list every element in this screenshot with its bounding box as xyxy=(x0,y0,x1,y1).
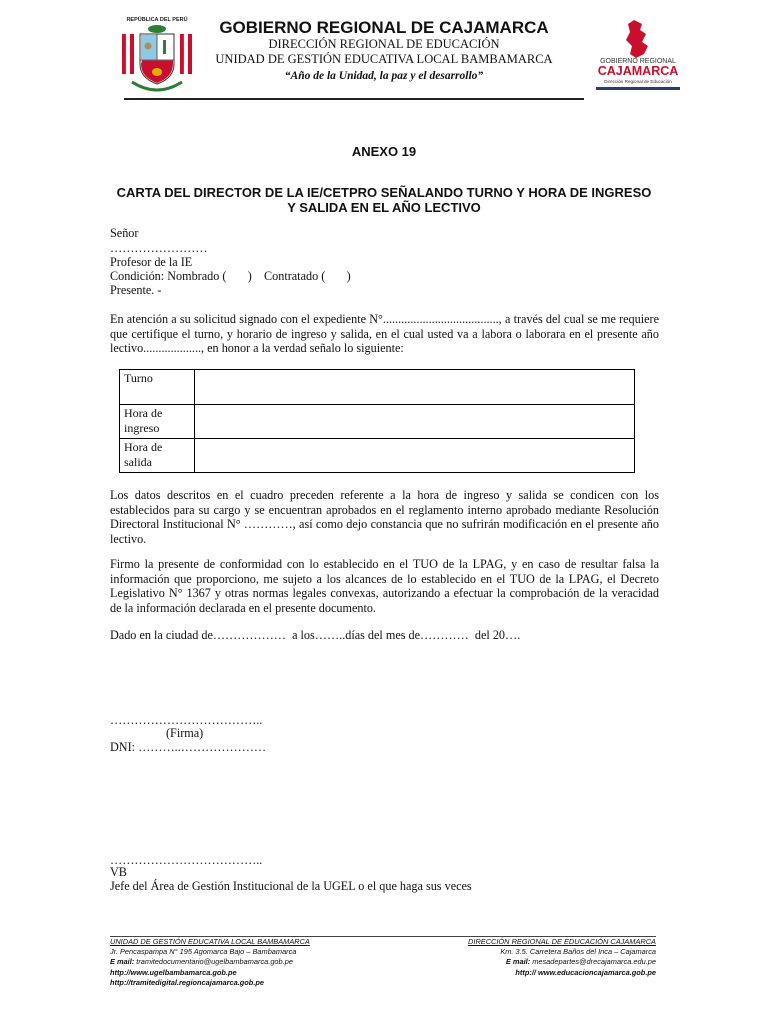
table-row-turno xyxy=(120,370,635,405)
document-title-line2: Y SALIDA EN EL AÑO LECTIVO xyxy=(287,200,481,215)
header-divider xyxy=(124,98,584,100)
footer-left-web1-link[interactable]: http://www.ugelbambamarca.gob.pe xyxy=(110,967,237,977)
footer-left-email-row xyxy=(110,957,380,967)
vb-role: Jefe del Área de Gestión Institucional de la UGEL o el que haga sus veces xyxy=(110,879,472,893)
logo-line3: Dirección Regional de Educación xyxy=(604,79,672,84)
schedule-table xyxy=(119,369,635,473)
table-row-hora-ingreso xyxy=(120,405,635,439)
footer-right-email-link[interactable]: mesadepartes@drecajamarca.edu.pe xyxy=(532,957,656,967)
table-value-cell xyxy=(195,370,635,405)
table-label: Hora de ingreso xyxy=(120,405,195,439)
table-label: Turno xyxy=(120,370,195,405)
gobierno-regional-cajamarca-logo xyxy=(590,16,686,92)
date-line: Dado en la ciudad de……………… a los……..días del mes de………… del 20…. xyxy=(110,628,521,642)
table-value-cell xyxy=(195,439,635,473)
logo-line2: CAJAMARCA xyxy=(597,64,679,78)
annex-title: ANEXO 19 xyxy=(351,144,417,159)
addressee-role: Profesor de la IE xyxy=(110,255,193,269)
vb-dots: ……………………………….. xyxy=(110,853,263,867)
footer-left-web2-link[interactable]: http://tramitedigital.regioncajamarca.gob.pe xyxy=(110,977,264,987)
table-label: Hora de salida xyxy=(120,439,195,473)
footer-left-title: UNIDAD DE GESTIÓN EDUCATIVA LOCAL BAMBAMARCA xyxy=(110,937,310,946)
logo-line1: GOBIERNO REGIONAL xyxy=(600,58,676,65)
svg-text:REPÚBLICA DEL PERÚ: REPÚBLICA DEL PERÚ xyxy=(126,17,188,23)
paragraph-data-statement: Los datos descritos en el cuadro preceden referente a la hora de ingreso y salida se condicen con los establecidos para su cargo y se encuentran aprobados en el reglamento interno aprobado mediante Resolución Directoral Institucional N° …………, así como dejo constancia que no sufrirán modificación en el presente año lectivo. xyxy=(110,488,659,546)
paragraph-request: En atención a su solicitud signado con el expediente N°......................................, a través del cual se me requiere que certifique el turno, y horario de ingreso y salida, en el cual usted va a labora o laborara en el presente año lectivo..................., en honor a la verdad señalo lo siguiente: xyxy=(110,312,659,356)
signature-dots: ……………………………….. xyxy=(110,713,263,727)
footer-right-email-label: E mail: xyxy=(505,957,531,967)
document-title-line1: CARTA DEL DIRECTOR DE LA IE/CETPRO SEÑALANDO TURNO Y HORA DE INGRESO xyxy=(116,185,652,200)
paragraph-declaration: Firmo la presente de conformidad con lo establecido en el TUO de la LPAG, y en caso de resultar falsa la información que proporciono, me sujeto a los alcances de lo establecido en el TUO de la LPAG, el Decreto Legislativo N° 1367 y otras normas legales convexas, autorizando a efectuar la comprobación de la veracidad de la información declarada en el presente documento. xyxy=(110,557,659,615)
footer-right-email-row xyxy=(386,957,656,967)
signature-label: (Firma) xyxy=(166,726,204,740)
footer-left-address: Jr. Pencaspampa N° 195 Agomarca Bajo – Bambamarca xyxy=(110,947,297,957)
footer-right-title: DIRECCIÓN REGIONAL DE EDUCACIÓN CAJAMARCA xyxy=(468,937,656,946)
addressee-present: Presente. - xyxy=(110,283,162,297)
addressee-dots: …………………… xyxy=(110,241,208,255)
table-row-hora-salida xyxy=(120,439,635,473)
vb-label: VB xyxy=(110,865,127,879)
footer-left-email-label: E mail: xyxy=(110,957,135,967)
footer-right-address: Km. 3.5. Carretera Baños del Inca – Cajamarca xyxy=(500,947,656,957)
table-value-cell xyxy=(195,405,635,439)
footer-right xyxy=(386,937,656,978)
footer-right-web-link[interactable]: http:// www.educacioncajamarca.gob.pe xyxy=(515,967,656,977)
header-subtitle-dre: DIRECCIÓN REGIONAL DE EDUCACIÓN xyxy=(268,37,500,51)
salutation: Señor xyxy=(110,226,139,240)
footer-left-email-link[interactable]: tramitedocumentario@ugelbambamarca.gob.pe xyxy=(136,957,293,967)
header-subtitle-ugel: UNIDAD DE GESTIÓN EDUCATIVA LOCAL BAMBAMARCA xyxy=(215,52,553,66)
addressee-condition: Condición: Nombrado ( ) Contratado ( ) xyxy=(110,269,351,283)
dni-line: DNI: ………..………………… xyxy=(110,740,267,754)
header-motto: “Año de la Unidad, la paz y el desarrollo” xyxy=(284,70,484,82)
header-title: GOBIERNO REGIONAL DE CAJAMARCA xyxy=(219,18,549,37)
footer-left xyxy=(110,937,380,988)
